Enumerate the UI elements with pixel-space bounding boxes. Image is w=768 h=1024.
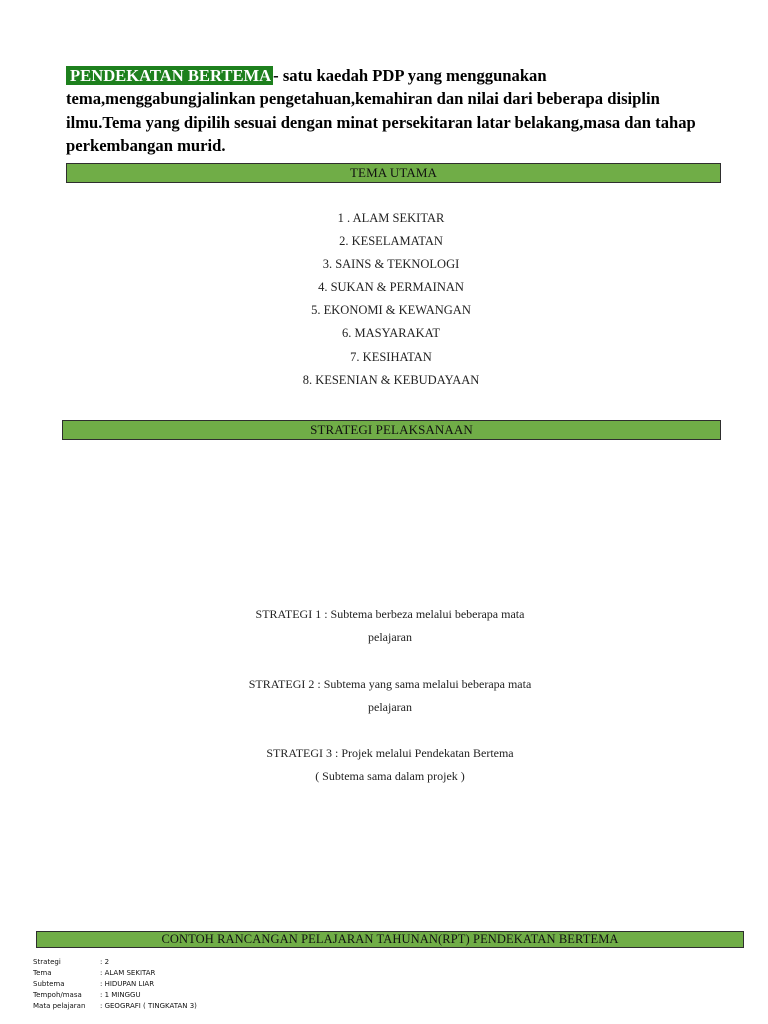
rpt-value: : 2 xyxy=(100,958,110,966)
theme-item: 6. MASYARAKAT xyxy=(342,326,440,341)
rpt-value: : 1 MINGGU xyxy=(100,991,141,999)
theme-item: 3. SAINS & TEKNOLOGI xyxy=(322,257,460,272)
theme-item: 7. KESIHATAN xyxy=(350,349,432,364)
strategy-line: STRATEGI 1 : Subtema berbeza melalui beberapa mata xyxy=(255,607,525,621)
rpt-label: Strategi xyxy=(33,958,61,966)
theme-list xyxy=(66,208,716,393)
intro-text: - satu kaedah PDP yang menggunakan tema,menggabungjalinkan pengetahuan,kemahiran dan nilai dari beberapa disiplin ilmu.Tema yang dipilih sesuai dengan minat persekitaran latar belakang,masa dan tahap perkembangan murid. xyxy=(66,66,696,155)
strategy-item-2 xyxy=(180,673,600,719)
strategy-item-3 xyxy=(180,742,600,788)
rpt-row xyxy=(33,979,197,990)
rpt-row xyxy=(33,1001,197,1012)
strategy-item-1 xyxy=(180,603,600,649)
rpt-row xyxy=(33,957,197,968)
strategy-line: STRATEGI 3 : Projek melalui Pendekatan Bertema xyxy=(266,746,514,760)
rpt-value: : GEOGRAFI ( TINGKATAN 3) xyxy=(100,1002,197,1010)
rpt-value: : HIDUPAN LIAR xyxy=(100,980,155,988)
intro-highlight: PENDEKATAN BERTEMA xyxy=(66,66,273,85)
tema-utama-header: TEMA UTAMA xyxy=(66,163,721,183)
theme-item: 4. SUKAN & PERMAINAN xyxy=(318,280,464,295)
rpt-value: : ALAM SEKITAR xyxy=(100,969,156,977)
theme-item: 8. KESENIAN & KEBUDAYAAN xyxy=(302,372,480,387)
rpt-row xyxy=(33,990,197,1001)
theme-item: 5. EKONOMI & KEWANGAN xyxy=(311,303,471,318)
intro-paragraph xyxy=(66,64,726,157)
theme-item: 1 . ALAM SEKITAR xyxy=(337,211,445,225)
rpt-label: Subtema xyxy=(33,980,65,988)
strategy-line: STRATEGI 2 : Subtema yang sama melalui beberapa mata xyxy=(248,677,532,691)
rpt-label: Tema xyxy=(33,969,52,977)
rpt-header: CONTOH RANCANGAN PELAJARAN TAHUNAN(RPT) PENDEKATAN BERTEMA xyxy=(36,931,744,948)
rpt-details xyxy=(33,957,197,1012)
rpt-label: Mata pelajaran xyxy=(33,1002,86,1010)
strategy-line: pelajaran xyxy=(368,700,412,714)
rpt-row xyxy=(33,968,197,979)
rpt-label: Tempoh/masa xyxy=(33,991,82,999)
strategi-header: STRATEGI PELAKSANAAN xyxy=(62,420,721,440)
theme-item: 2. KESELAMATAN xyxy=(339,234,443,249)
strategy-line: pelajaran xyxy=(368,630,412,644)
strategy-line: ( Subtema sama dalam projek ) xyxy=(315,769,465,783)
